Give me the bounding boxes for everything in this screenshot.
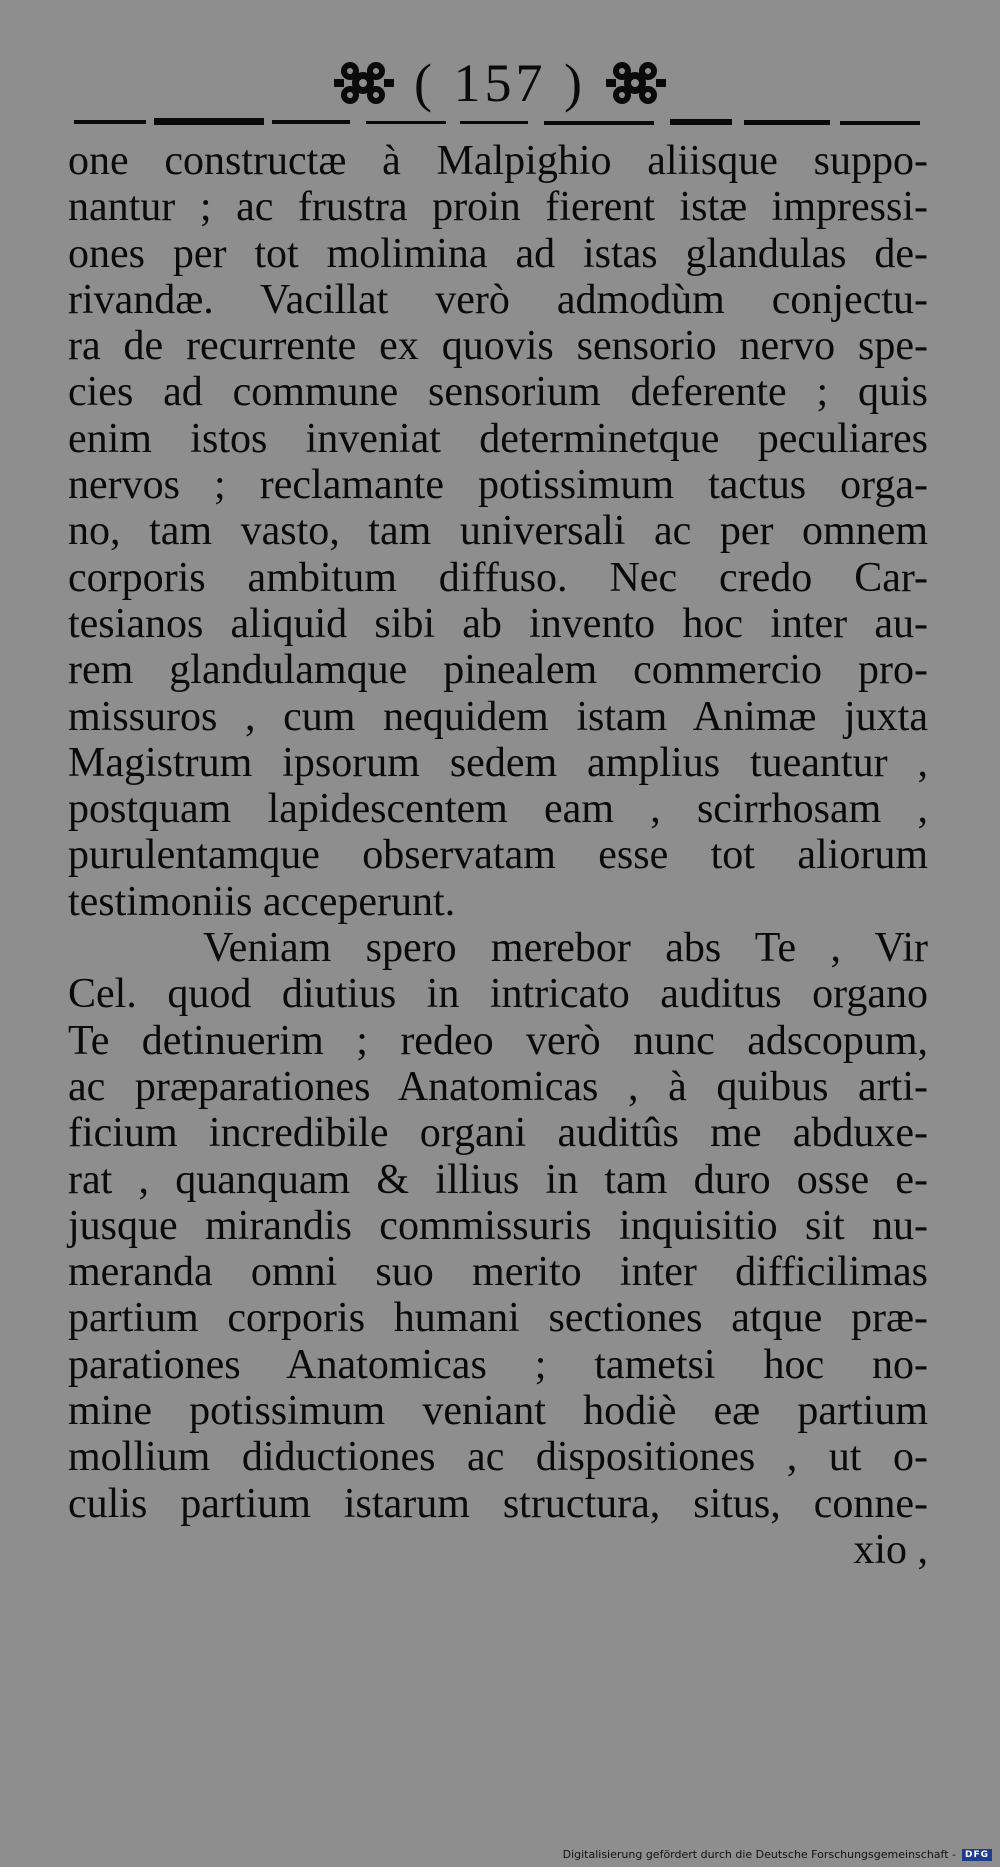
fleuron-ornament-icon xyxy=(330,57,398,109)
text-line: mollium diductiones ac dispositiones , ut o- xyxy=(68,1434,928,1481)
body-text xyxy=(68,138,928,1573)
text-line: jusque mirandis commissuris inquisitio sit nu- xyxy=(68,1202,928,1249)
text-line: cies ad commune sensorium deferente ; quis xyxy=(68,369,928,416)
text-line: nervos ; reclamante potissimum tactus orga- xyxy=(68,462,928,509)
text-line: ficium incredibile organi auditûs me abduxe- xyxy=(68,1110,928,1157)
text-line: corporis ambitum diffuso. Nec credo Car- xyxy=(68,554,928,601)
text-line: Cel. quod diutius in intricato auditus organo xyxy=(68,971,928,1018)
digitization-credit xyxy=(563,1848,992,1861)
dfg-logo: DFG xyxy=(962,1849,992,1861)
fleuron-ornament-icon xyxy=(602,57,670,109)
text-line: partium corporis humani sectiones atque præ- xyxy=(68,1295,928,1342)
text-line: no, tam vasto, tam universali ac per omnem xyxy=(68,508,928,555)
running-header xyxy=(0,48,1000,118)
text-line: purulentamque observatam esse tot aliorum xyxy=(68,832,928,879)
text-line: nantur ; ac frustra proin fierent istæ impressi- xyxy=(68,184,928,231)
text-line: rat , quanquam & illius in tam duro osse e- xyxy=(68,1156,928,1203)
text-line: mine potissimum veniant hodiè eæ partium xyxy=(68,1388,928,1435)
credit-text: Digitalisierung gefördert durch die Deutsche Forschungsgemeinschaft - xyxy=(562,1848,956,1861)
text-line: enim istos inveniat determinetque peculiares xyxy=(68,415,928,462)
text-line: ac præparationes Anatomicas , à quibus arti- xyxy=(68,1063,928,1110)
paragraph-end-line: testimoniis acceperunt. xyxy=(68,878,456,925)
text-line: tesianos aliquid sibi ab invento hoc inter au- xyxy=(68,600,928,647)
text-line: Te detinuerim ; redeo verò nunc adscopum, xyxy=(68,1017,928,1064)
text-line: ra de recurrente ex quovis sensorio nervo spe- xyxy=(68,323,928,370)
text-line: parationes Anatomicas ; tametsi hoc no- xyxy=(68,1341,928,1388)
page-number: ( 157 ) xyxy=(414,53,586,113)
text-line: Magistrum ipsorum sedem amplius tueantur , xyxy=(68,739,928,786)
text-line: missuros , cum nequidem istam Animæ juxta xyxy=(68,693,928,740)
text-line: rem glandulamque pinealem commercio pro- xyxy=(68,647,928,694)
text-line: one constructæ à Malpighio aliisque suppo- xyxy=(68,138,928,184)
catchword: xio , xyxy=(853,1526,928,1573)
paragraph-start-line: Veniam spero merebor abs Te , Vir xyxy=(203,925,928,972)
text-line: meranda omni suo merito inter difficilimas xyxy=(68,1249,928,1296)
text-line: rivandæ. Vacillat verò admodùm conjectu- xyxy=(68,276,928,323)
text-line: postquam lapidescentem eam , scirrhosam , xyxy=(68,786,928,833)
text-line: ones per tot molimina ad istas glandulas de- xyxy=(68,230,928,277)
text-line: culis partium istarum structura, situs, conne- xyxy=(68,1480,928,1527)
header-rule xyxy=(74,118,920,130)
